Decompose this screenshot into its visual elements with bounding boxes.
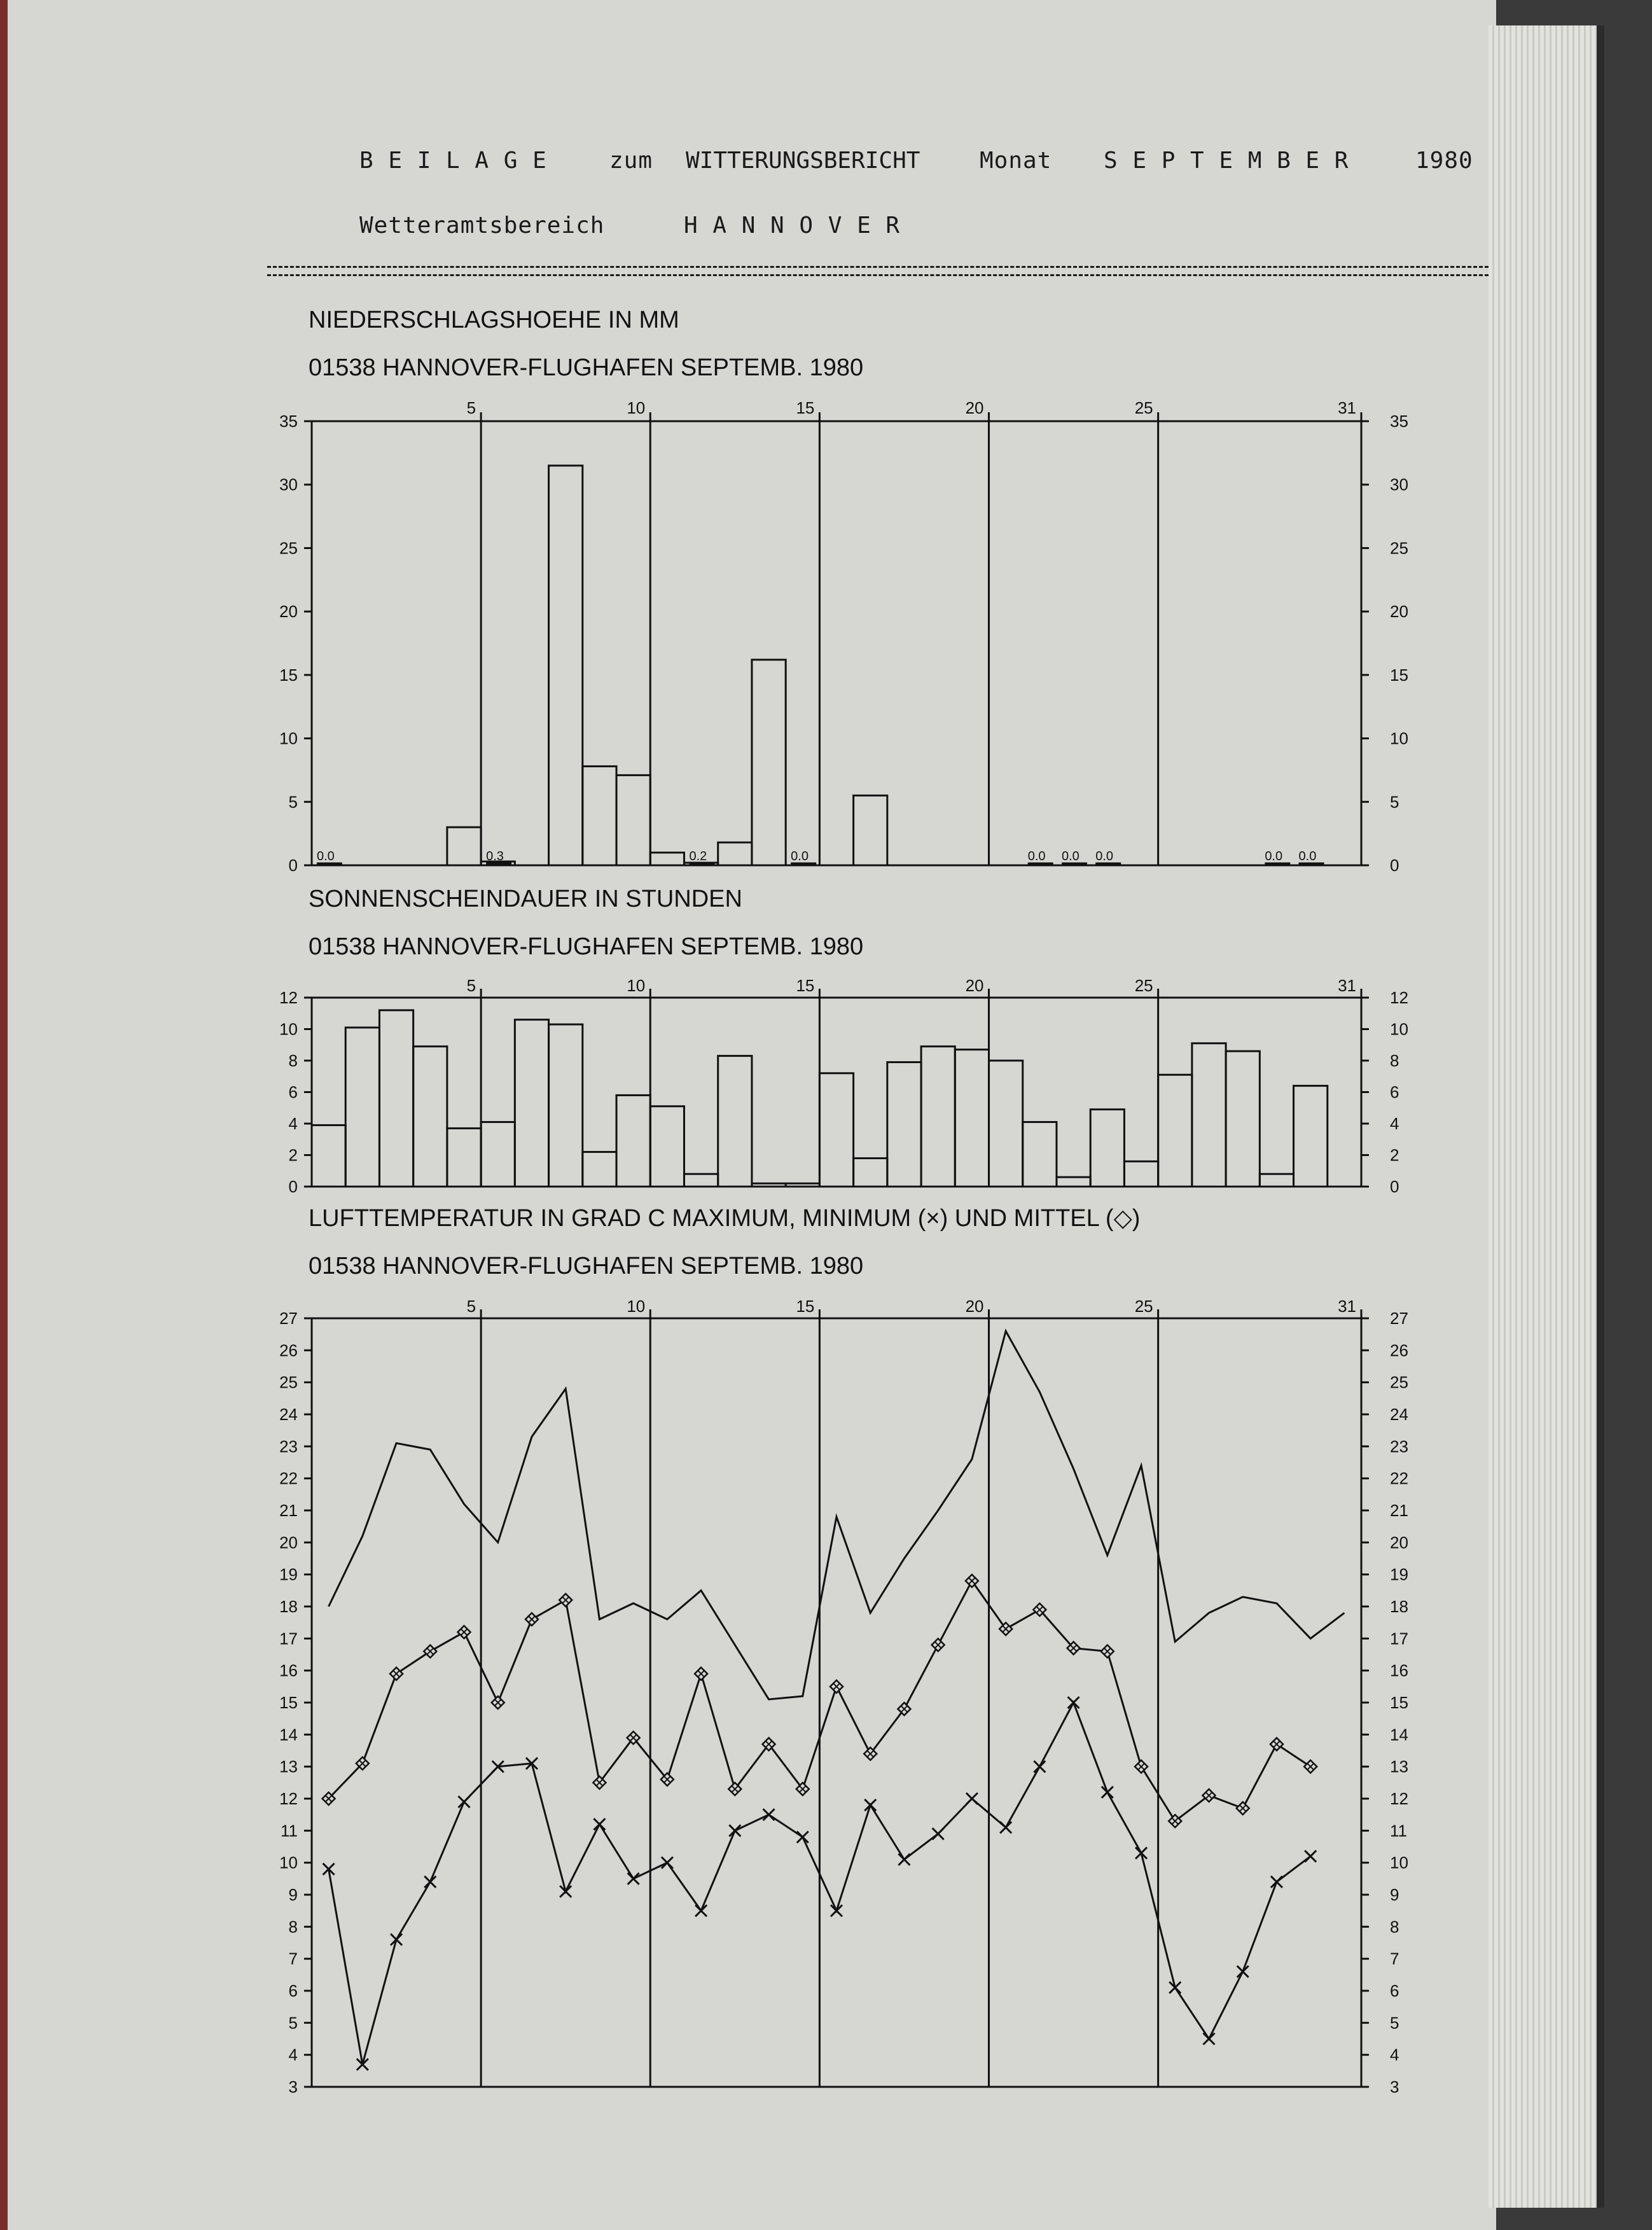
bar-day-8	[549, 466, 583, 865]
ytick-label-right: 19	[1390, 1564, 1408, 1584]
ytick-label-right: 12	[1390, 988, 1408, 1007]
day-marker-20: 20	[965, 398, 984, 417]
ytick-label-left: 17	[279, 1629, 298, 1648]
ytick-label-left: 9	[288, 1885, 298, 1904]
ytick-label-right: 0	[1390, 856, 1399, 875]
ytick-label-right: 12	[1390, 1789, 1408, 1808]
ytick-label-right: 22	[1390, 1468, 1408, 1488]
ytick-label-right: 15	[1390, 1693, 1408, 1712]
bar-day-5	[447, 827, 481, 865]
ytick-label-right: 9	[1390, 1885, 1399, 1904]
day-marker-15: 15	[796, 976, 815, 995]
point-minimum-day-22	[1034, 1761, 1045, 1773]
ytick-label-right: 4	[1390, 1114, 1399, 1133]
bar-day-27	[1192, 1043, 1226, 1187]
bar-day-10	[616, 1095, 650, 1187]
bar-day-11	[650, 1106, 684, 1187]
bar-day-28	[1226, 1051, 1260, 1187]
ytick-label-right: 8	[1390, 1917, 1399, 1937]
ytick-label-left: 4	[288, 1114, 298, 1133]
day-marker-5: 5	[466, 398, 476, 417]
ytick-label-left: 23	[279, 1437, 298, 1456]
day-marker-10: 10	[627, 1297, 646, 1316]
ytick-label-left: 20	[279, 1533, 298, 1552]
ytick-label-right: 6	[1390, 1082, 1399, 1102]
bar-day-13	[718, 1056, 752, 1187]
point-minimum-day-28	[1237, 1966, 1249, 1977]
point-minimum-day-15	[797, 1831, 809, 1843]
point-minimum-day-8	[560, 1886, 571, 1897]
point-minimum-day-12	[695, 1905, 707, 1916]
ytick-label-right: 30	[1390, 475, 1408, 494]
ytick-label-left: 15	[279, 665, 298, 685]
ytick-label-left: 22	[279, 1468, 298, 1488]
ytick-label-right: 13	[1390, 1757, 1408, 1776]
data-label-day-29: 0.0	[1265, 849, 1283, 863]
header-region: H A N N O V E R	[684, 213, 901, 239]
data-label-day-12: 0.2	[689, 849, 707, 863]
bar-day-25	[1124, 1161, 1158, 1187]
ytick-label-right: 18	[1390, 1597, 1408, 1616]
ytick-label-right: 6	[1390, 1981, 1399, 2000]
chart-title-1: NIEDERSCHLAGSHOEHE IN MM	[309, 307, 679, 333]
point-minimum-day-16	[831, 1905, 842, 1916]
ytick-label-right: 3	[1390, 2077, 1399, 2096]
header-zum: zum	[609, 148, 653, 174]
data-label-day-1: 0.0	[317, 849, 335, 863]
ytick-label-left: 6	[288, 1981, 298, 2000]
ytick-label-left: 10	[279, 1019, 298, 1039]
bar-day-13	[718, 842, 752, 865]
bar-day-18	[887, 1062, 921, 1187]
ytick-label-left: 2	[288, 1145, 298, 1165]
bar-day-7	[515, 1020, 548, 1187]
bar-day-26	[1158, 1075, 1192, 1187]
point-minimum-day-11	[662, 1857, 673, 1869]
day-marker-25: 25	[1134, 398, 1153, 417]
ytick-label-left: 5	[288, 2013, 298, 2033]
day-marker-20: 20	[965, 976, 984, 995]
ytick-label-right: 8	[1390, 1051, 1399, 1070]
ytick-label-right: 10	[1390, 1019, 1408, 1039]
point-minimum-day-19	[933, 1828, 944, 1839]
ytick-label-right: 20	[1390, 602, 1408, 622]
ytick-label-left: 14	[279, 1725, 298, 1745]
ytick-label-left: 25	[279, 538, 298, 558]
point-minimum-day-26	[1169, 1982, 1181, 1993]
bar-day-14	[752, 1183, 786, 1187]
ytick-label-left: 16	[279, 1661, 298, 1680]
ytick-label-left: 10	[279, 728, 298, 748]
ytick-label-left: 5	[288, 792, 298, 812]
ytick-label-left: 3	[288, 2077, 298, 2096]
bar-day-29	[1260, 1174, 1293, 1187]
ytick-label-left: 30	[279, 475, 298, 494]
day-marker-25: 25	[1134, 1297, 1153, 1316]
header-region-label: Wetteramtsbereich	[359, 213, 605, 239]
data-label-day-23: 0.0	[1061, 849, 1079, 863]
bar-day-17	[854, 795, 887, 865]
point-minimum-day-4	[424, 1876, 436, 1888]
point-minimum-day-27	[1203, 2033, 1214, 2045]
bar-day-9	[583, 766, 616, 865]
bar-day-1	[312, 1125, 345, 1187]
ytick-label-left: 20	[279, 602, 298, 622]
point-minimum-day-20	[966, 1793, 978, 1804]
point-minimum-day-13	[729, 1825, 740, 1836]
chart-title-2: SONNENSCHEINDAUER IN STUNDEN	[309, 886, 742, 912]
bar-day-11	[650, 853, 684, 865]
day-marker-31: 31	[1338, 1297, 1356, 1316]
point-minimum-day-25	[1135, 1848, 1147, 1859]
point-minimum-day-29	[1271, 1876, 1282, 1888]
point-minimum-day-21	[1000, 1822, 1011, 1833]
ytick-label-right: 10	[1390, 1853, 1408, 1872]
point-minimum-day-17	[864, 1799, 876, 1811]
ytick-label-left: 6	[288, 1082, 298, 1102]
ytick-label-right: 27	[1390, 1309, 1408, 1328]
data-label-day-24: 0.0	[1095, 849, 1114, 863]
ytick-label-left: 0	[288, 856, 298, 875]
data-label-day-30: 0.0	[1298, 849, 1317, 863]
chart-frame-2	[312, 998, 1361, 1187]
ytick-label-left: 27	[279, 1309, 298, 1328]
day-marker-15: 15	[796, 398, 815, 417]
ytick-label-right: 2	[1390, 1145, 1399, 1165]
header-month-label: Monat	[980, 148, 1052, 174]
chart-subtitle-3: 01538 HANNOVER-FLUGHAFEN SEPTEMB. 1980	[309, 1253, 864, 1279]
day-marker-5: 5	[466, 976, 476, 995]
bar-day-4	[413, 1047, 447, 1187]
ytick-label-left: 8	[288, 1917, 298, 1937]
bar-day-14	[752, 660, 786, 865]
day-marker-15: 15	[796, 1297, 815, 1316]
point-minimum-day-24	[1102, 1787, 1113, 1798]
ytick-label-right: 5	[1390, 2013, 1399, 2033]
ytick-label-right: 11	[1390, 1821, 1407, 1841]
point-minimum-day-3	[391, 1934, 402, 1945]
ytick-label-right: 26	[1390, 1341, 1408, 1360]
bar-day-22	[1023, 1122, 1057, 1187]
ytick-label-right: 15	[1390, 665, 1408, 685]
point-minimum-day-14	[763, 1809, 775, 1820]
ytick-label-left: 18	[279, 1597, 298, 1616]
ytick-label-left: 19	[279, 1564, 298, 1584]
ytick-label-right: 4	[1390, 2045, 1399, 2065]
ytick-label-left: 11	[281, 1821, 298, 1841]
ytick-label-left: 7	[288, 1949, 298, 1969]
header-year: 1980	[1415, 148, 1473, 174]
bar-day-3	[379, 1010, 413, 1187]
chart-subtitle-1: 01538 HANNOVER-FLUGHAFEN SEPTEMB. 1980	[309, 354, 864, 381]
day-marker-10: 10	[627, 976, 646, 995]
header-report-name: WITTERUNGSBERICHT	[686, 148, 920, 174]
header-month: S E P T E M B E R	[1104, 148, 1349, 174]
ytick-label-right: 0	[1390, 1177, 1399, 1196]
ytick-label-right: 25	[1390, 538, 1408, 558]
ytick-label-left: 24	[279, 1405, 298, 1424]
ytick-label-right: 14	[1390, 1725, 1408, 1745]
ytick-label-right: 21	[1390, 1501, 1408, 1520]
point-minimum-day-5	[459, 1796, 470, 1808]
ytick-label-left: 13	[279, 1757, 298, 1776]
ytick-label-right: 5	[1390, 792, 1399, 812]
bar-day-5	[447, 1128, 481, 1187]
ytick-label-right: 24	[1390, 1405, 1408, 1424]
ytick-label-right: 20	[1390, 1533, 1408, 1552]
point-minimum-day-9	[593, 1818, 605, 1830]
point-minimum-day-18	[898, 1854, 910, 1865]
bar-day-17	[854, 1158, 887, 1187]
bar-day-24	[1090, 1110, 1124, 1187]
bar-day-23	[1057, 1177, 1090, 1187]
ytick-label-left: 35	[279, 412, 298, 431]
day-marker-31: 31	[1338, 398, 1356, 417]
day-marker-31: 31	[1338, 976, 1356, 995]
bar-day-8	[549, 1024, 583, 1187]
ytick-label-left: 26	[279, 1341, 298, 1360]
ytick-label-right: 23	[1390, 1437, 1408, 1456]
ytick-label-right: 16	[1390, 1661, 1408, 1680]
ytick-label-left: 12	[279, 988, 298, 1007]
ytick-label-left: 21	[279, 1501, 298, 1520]
bar-day-2	[345, 1028, 379, 1187]
bar-day-19	[921, 1047, 955, 1187]
point-minimum-day-10	[628, 1873, 639, 1885]
chart-title-3: LUFTTEMPERATUR IN GRAD C MAXIMUM, MINIMUM (×) UND MITTEL (◇)	[309, 1205, 1141, 1232]
chart-subtitle-2: 01538 HANNOVER-FLUGHAFEN SEPTEMB. 1980	[309, 933, 864, 960]
ytick-label-right: 35	[1390, 412, 1408, 431]
ytick-label-left: 8	[288, 1051, 298, 1070]
point-minimum-day-30	[1305, 1851, 1316, 1862]
data-label-day-15: 0.0	[791, 849, 809, 863]
chart-frame-3	[312, 1318, 1361, 2087]
point-minimum-day-23	[1068, 1697, 1079, 1708]
header-beilage: B E I L A G E	[359, 148, 547, 174]
ytick-label-left: 15	[279, 1693, 298, 1712]
data-label-day-6: 0.3	[486, 849, 504, 863]
day-marker-20: 20	[965, 1297, 984, 1316]
bar-day-10	[616, 775, 650, 865]
ytick-label-left: 10	[279, 1853, 298, 1872]
bar-day-6	[481, 1122, 515, 1187]
day-marker-10: 10	[627, 398, 646, 417]
ytick-label-left: 4	[288, 2045, 298, 2065]
bar-day-9	[583, 1152, 616, 1187]
ytick-label-left: 12	[279, 1789, 298, 1808]
chart-frame-1	[312, 421, 1361, 865]
bar-day-15	[786, 1183, 819, 1187]
data-label-day-22: 0.0	[1027, 849, 1046, 863]
ytick-label-right: 17	[1390, 1629, 1408, 1648]
day-marker-25: 25	[1134, 976, 1153, 995]
ytick-label-right: 10	[1390, 728, 1408, 748]
day-marker-5: 5	[466, 1297, 476, 1316]
ytick-label-right: 25	[1390, 1372, 1408, 1392]
bar-day-21	[989, 1061, 1023, 1187]
bar-day-16	[819, 1073, 853, 1187]
ytick-label-right: 7	[1390, 1949, 1399, 1969]
bar-day-12	[684, 1174, 718, 1187]
bar-day-20	[955, 1050, 989, 1187]
ytick-label-left: 25	[279, 1372, 298, 1392]
ytick-label-left: 0	[288, 1177, 298, 1196]
bar-day-30	[1294, 1086, 1328, 1187]
